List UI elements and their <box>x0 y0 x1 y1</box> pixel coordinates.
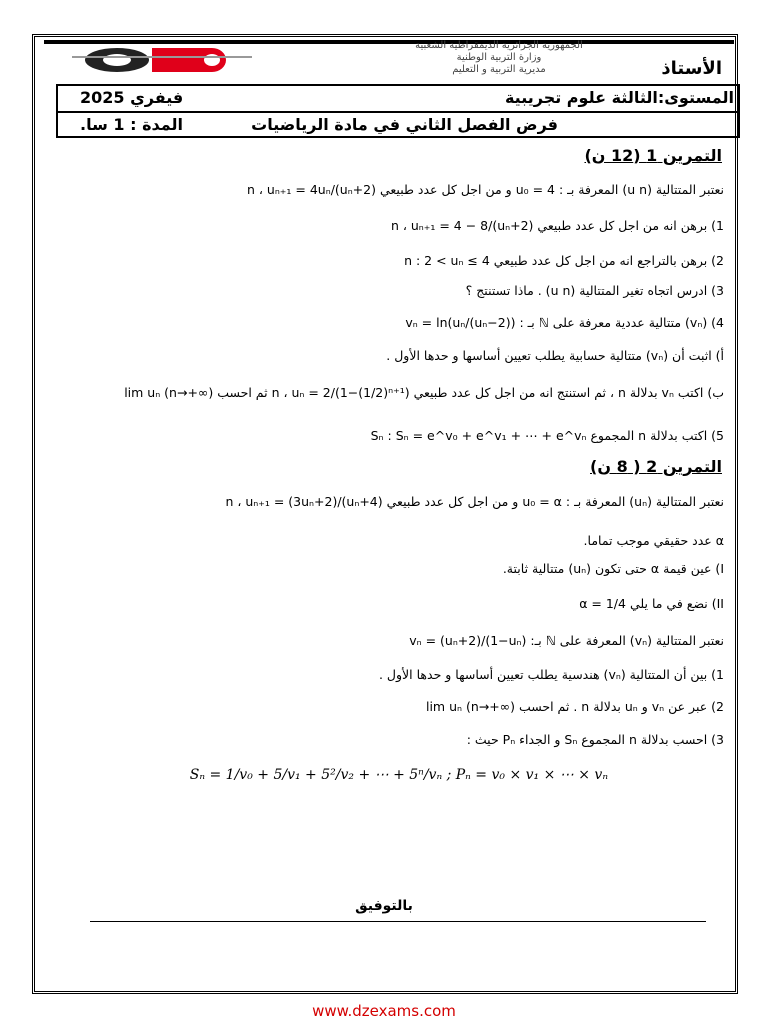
ex2-question-1: 1) بين أن المتتالية (vₙ) هندسية يطلب تعيين أساسها و حدها الأول . <box>378 667 724 682</box>
ex2-v-definition: نعتبر المتتالية (vₙ) المعرفة على ℕ بـ: vₙ = (uₙ+2)/(1−uₙ) <box>409 633 724 648</box>
ex1-question-3: 3) ادرس اتجاه تغير المتتالية (u n) . ماذا تستنتج ؟ <box>465 283 724 298</box>
exam-date: فيفري 2025 <box>80 88 184 107</box>
ex2-part-I: I) عين قيمة α حتى تكون (uₙ) متتالية ثابتة. <box>502 561 724 576</box>
ex2-question-3: 3) احسب بدلالة n المجموع Sₙ و الجداء Pₙ حيث : <box>466 732 724 747</box>
ex2-intro: نعتبر المتتالية (uₙ) المعرفة بـ : u₀ = α و من اجل كل عدد طبيعي n ، uₙ₊₁ = (3uₙ+2)/(uₙ+4) <box>225 494 724 509</box>
banner-line-2: وزارة التربية الوطنية <box>456 52 542 63</box>
ex1-question-1: 1) برهن انه من اجل كل عدد طبيعي n ، uₙ₊₁ = 4 − 8/(uₙ+2) <box>390 218 724 233</box>
ex1-question-4a: أ) اثبت أن (vₙ) متتالية حسابية يطلب تعيين أساسها و حدها الأول . <box>386 348 724 363</box>
ex1-question-4b: ب) اكتب vₙ بدلالة n ، ثم استنتج انه من اجل كل عدد طبيعي n ، uₙ = 2/(1−(1/2)ⁿ⁺¹) ثم احسب lim uₙ (n→+∞) <box>124 385 724 400</box>
exercise-1-title: التمرين 1 (12 ن) <box>584 146 722 165</box>
exam-title: فرض الفصل الثاني في مادة الرياضيات <box>251 115 558 134</box>
website-link[interactable]: www.dzexams.com <box>312 1002 456 1020</box>
banner-brand: الأستاذ <box>661 58 722 79</box>
ex2-part-II: II) نضع في ما يلي α = 1/4 <box>579 596 724 611</box>
header-divider <box>58 111 738 113</box>
closing-wish: بالتوفيق <box>355 898 413 914</box>
banner-line-3: مديرية التربية و التعليم <box>452 64 546 75</box>
exam-page-frame <box>32 34 738 994</box>
ex2-question-2: 2) عبر عن vₙ و uₙ بدلالة n . ثم احسب lim uₙ (n→+∞) <box>425 699 724 714</box>
footer-rule <box>90 921 706 922</box>
ex1-intro: نعتبر المتتالية (u n) المعرفة بـ : u₀ = 4 و من اجل كل عدد طبيعي n ، uₙ₊₁ = 4uₙ/(uₙ+2) <box>247 182 724 197</box>
exercise-2-title: التمرين 2 ( 8 ن) <box>590 457 722 476</box>
banner-line-1: الجمهورية الجزائرية الديمقراطية الشعبية <box>415 40 583 51</box>
level-label: المستوى:الثالثة علوم تجريبية <box>504 88 734 107</box>
ex1-question-4: 4) (vₙ) متتالية عددية معرفة على ℕ بـ : vₙ = ln(uₙ/(uₙ−2)) <box>405 315 724 330</box>
ex1-question-2: 2) برهن بالتراجع انه من اجل كل عدد طبيعي n : 2 < uₙ ≤ 4 <box>404 253 724 268</box>
ex1-question-5: 5) اكتب بدلالة n المجموع Sₙ : Sₙ = e^v₀ + e^v₁ + ⋯ + e^vₙ <box>370 428 724 443</box>
exam-duration: المدة : 1 سا. <box>80 115 183 134</box>
ex2-alpha-def: α عدد حقيقي موجب تماما. <box>583 533 724 548</box>
ex2-sum-product-formula: Sₙ = 1/v₀ + 5/v₁ + 5²/v₂ + ⋯ + 5ⁿ/vₙ ; Pₙ = v₀ × v₁ × ⋯ × vₙ <box>189 767 608 783</box>
